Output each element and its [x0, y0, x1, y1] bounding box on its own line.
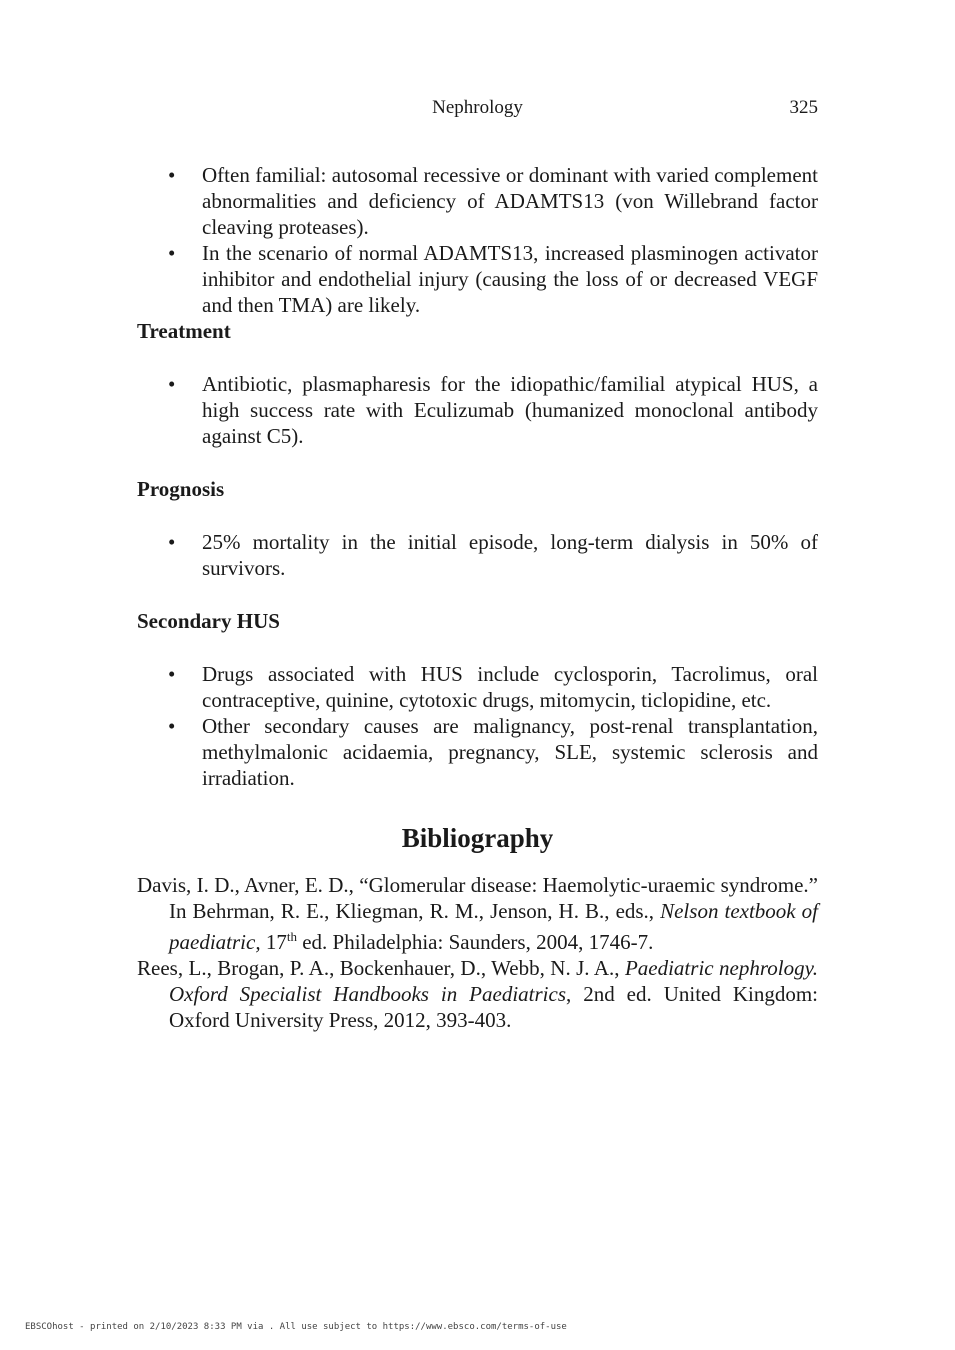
list-item: • Drugs associated with HUS include cyclosporin, Tacrolimus, oral contraceptive, quinine, cytotoxic drugs, mitomycin, ticlopidine, etc. [137, 661, 818, 713]
list-item: • 25% mortality in the initial episode, long-term dialysis in 50% of survivors. [137, 529, 818, 581]
list-item: • Often familial: autosomal recessive or dominant with varied complement abnormalities and deficiency of ADAMTS13 (von Willebrand factor cleaving proteases). [137, 162, 818, 240]
secondary-bullet-list [137, 661, 818, 791]
reference-title: Nelson textbook of paediatric, [169, 899, 818, 954]
list-item: • Other secondary causes are malignancy, post-renal transplantation, methylmalonic acidaemia, pregnancy, SLE, systemic sclerosis and irradiation. [137, 713, 818, 791]
reference-authors: Rees, L., Brogan, P. A., Bockenhauer, D., Webb, N. J. A., [137, 956, 620, 980]
page-number: 325 [789, 97, 818, 118]
footer-note: EBSCOhost - printed on 2/10/2023 8:33 PM via . All use subject to https://www.ebsco.com/terms-of-use [25, 1322, 567, 1332]
list-item: • Antibiotic, plasmapharesis for the idiopathic/familial atypical HUS, a high success rate with Eculizumab (humanized monoclonal antibody against C5). [137, 371, 818, 449]
reference-edition-number: 17 [265, 930, 287, 954]
reference-publisher: ed. Philadelphia: Saunders, 2004, 1746-7. [302, 930, 654, 954]
reference-item [137, 872, 818, 955]
treatment-heading: Treatment [137, 319, 231, 343]
bibliography-heading: Bibliography [401, 823, 554, 853]
list-item: • In the scenario of normal ADAMTS13, increased plasminogen activator inhibitor and endothelial injury (causing the loss of or decreased VEGF and then TMA) are likely. [137, 240, 818, 318]
page-body [137, 162, 818, 1033]
reference-edition-superscript: th [286, 929, 297, 944]
intro-bullet-list [137, 162, 818, 318]
bibliography-list [137, 872, 818, 1033]
secondary-hus-heading: Secondary HUS [137, 609, 280, 633]
prognosis-bullet-list [137, 529, 818, 581]
reference-publisher: , 2nd ed. United Kingdom: Oxford University Press, 2012, 393-403. [169, 982, 818, 1032]
running-header-title: Nephrology [432, 97, 523, 118]
prognosis-heading: Prognosis [137, 477, 225, 501]
reference-title: Paediatric nephrology. Oxford Specialist Handbooks in Paediatrics [169, 956, 818, 1006]
reference-authors: Davis, I. D., Avner, E. D., “Glomerular disease: Haemolytic-uraemic syndrome.” In Behrman, R. E., Kliegman, R. M., Jenson, H. B., eds., [137, 873, 818, 923]
reference-item [137, 955, 818, 1033]
treatment-bullet-list [137, 371, 818, 449]
